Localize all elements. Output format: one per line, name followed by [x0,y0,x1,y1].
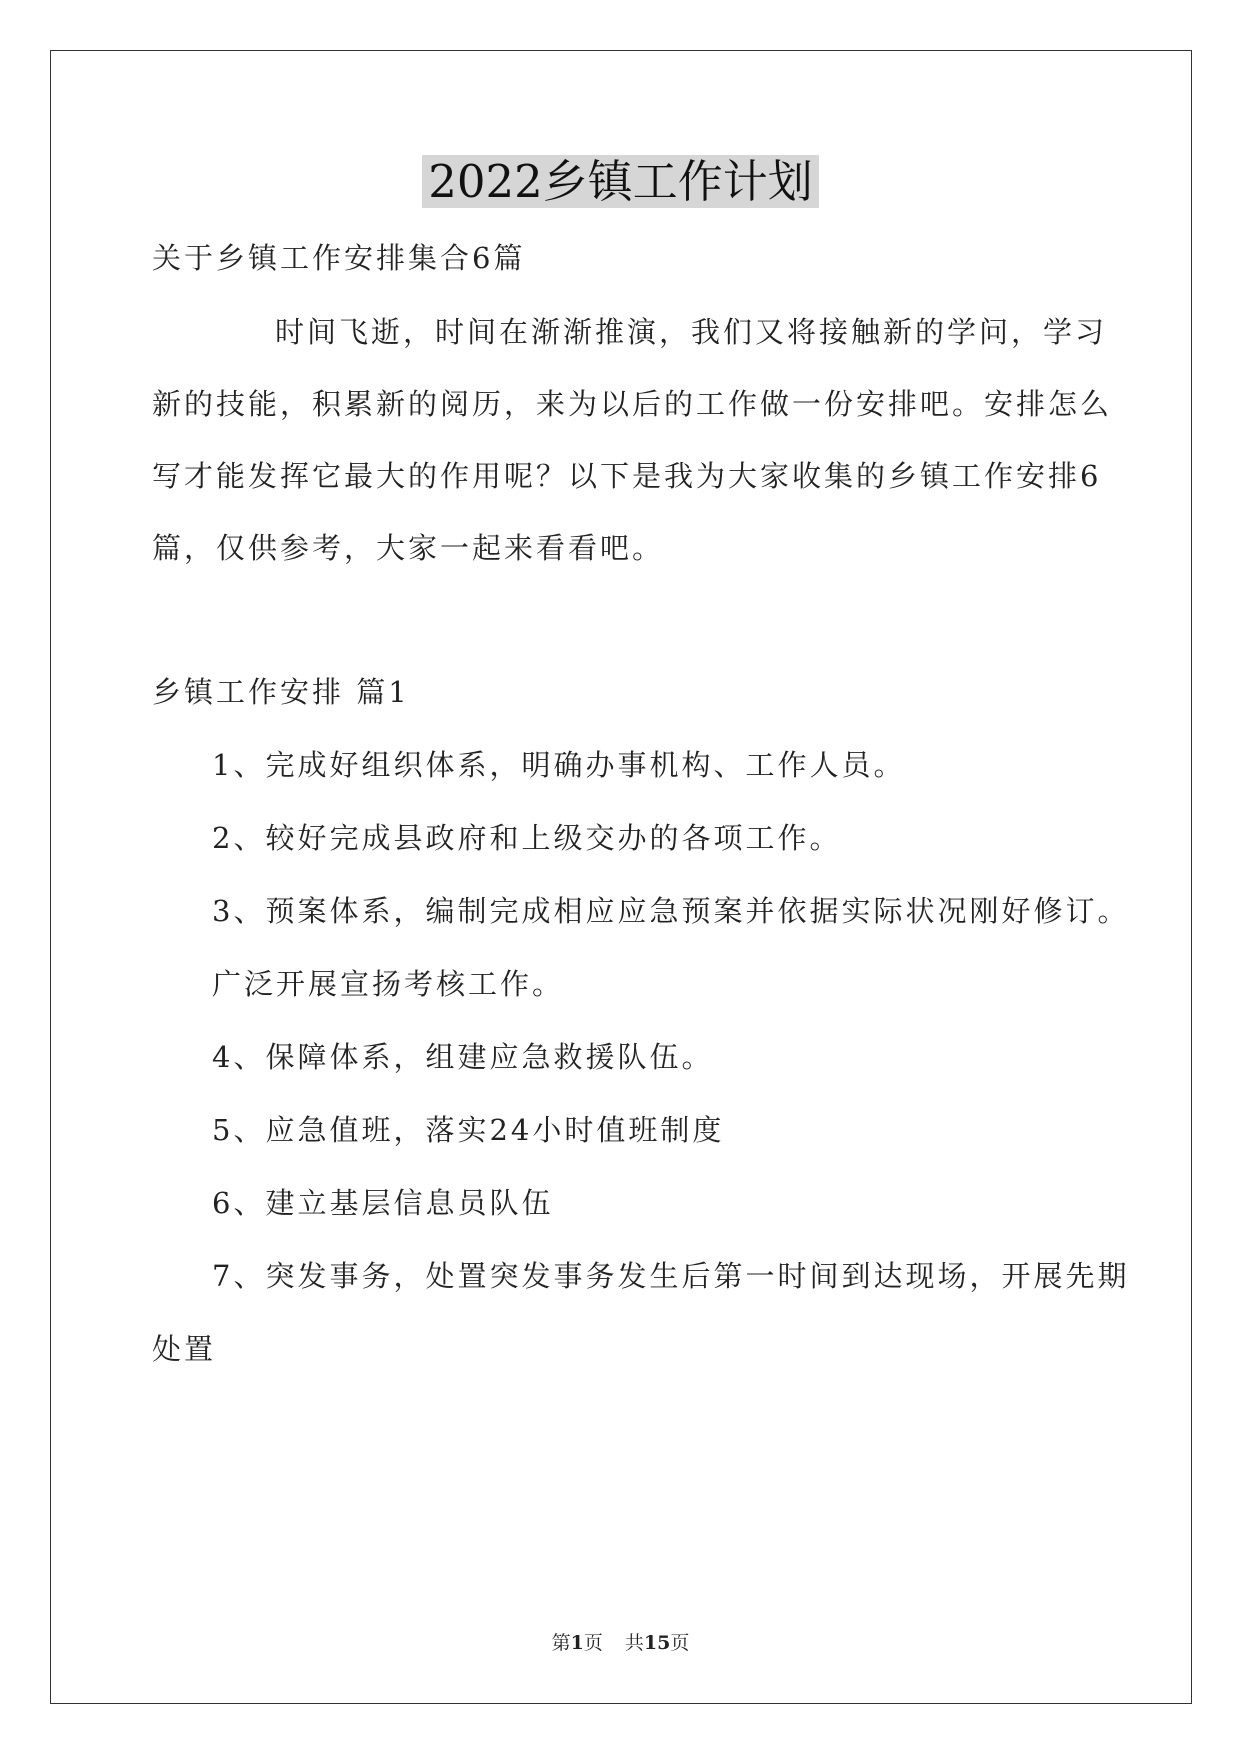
document-title-text: 2022乡镇工作计划 [422,155,819,208]
footer-total-prefix: 共 [624,1632,644,1654]
section-heading: 乡镇工作安排 篇1 [152,675,410,709]
document-title [0,150,1241,214]
footer-page-prefix: 第 [551,1632,571,1654]
footer-page-suffix: 页 [583,1632,603,1654]
intro-line-4: 篇，仅供参考，大家一起来看看吧。 [152,531,665,565]
intro-line-1: 时间飞逝，时间在渐渐推演，我们又将接触新的学问，学习 [275,315,1108,349]
intro-line-2: 新的技能，积累新的阅历，来为以后的工作做一份安排吧。安排怎么 [152,387,1113,421]
list-item-7-continued: 处置 [152,1332,217,1366]
list-item-1: 1、完成好组织体系，明确办事机构、工作人员。 [212,748,906,782]
list-item-4: 4、保障体系，组建应急救援队伍。 [212,1040,714,1074]
intro-line-3: 写才能发挥它最大的作用呢？以下是我为大家收集的乡镇工作安排6 [152,459,1102,493]
list-item-5: 5、应急值班，落实24小时值班制度 [212,1113,725,1147]
footer-total-suffix: 页 [670,1632,690,1654]
document-subtitle: 关于乡镇工作安排集合6篇 [152,241,526,275]
footer-total-pages: 15 [643,1632,671,1654]
list-item-3: 3、预案体系，编制完成相应应急预案并依据实际状况刚好修订。 [212,894,1130,928]
list-item-2: 2、较好完成县政府和上级交办的各项工作。 [212,821,842,855]
page-border [50,50,1192,1704]
footer-page-number: 1 [570,1632,584,1654]
list-item-6: 6、建立基层信息员队伍 [212,1186,554,1220]
list-item-3-continued: 广泛开展宣扬考核工作。 [212,967,565,1001]
list-item-7: 7、突发事务，处置突发事务发生后第一时间到达现场，开展先期 [212,1259,1130,1293]
page-footer [0,1630,1241,1656]
